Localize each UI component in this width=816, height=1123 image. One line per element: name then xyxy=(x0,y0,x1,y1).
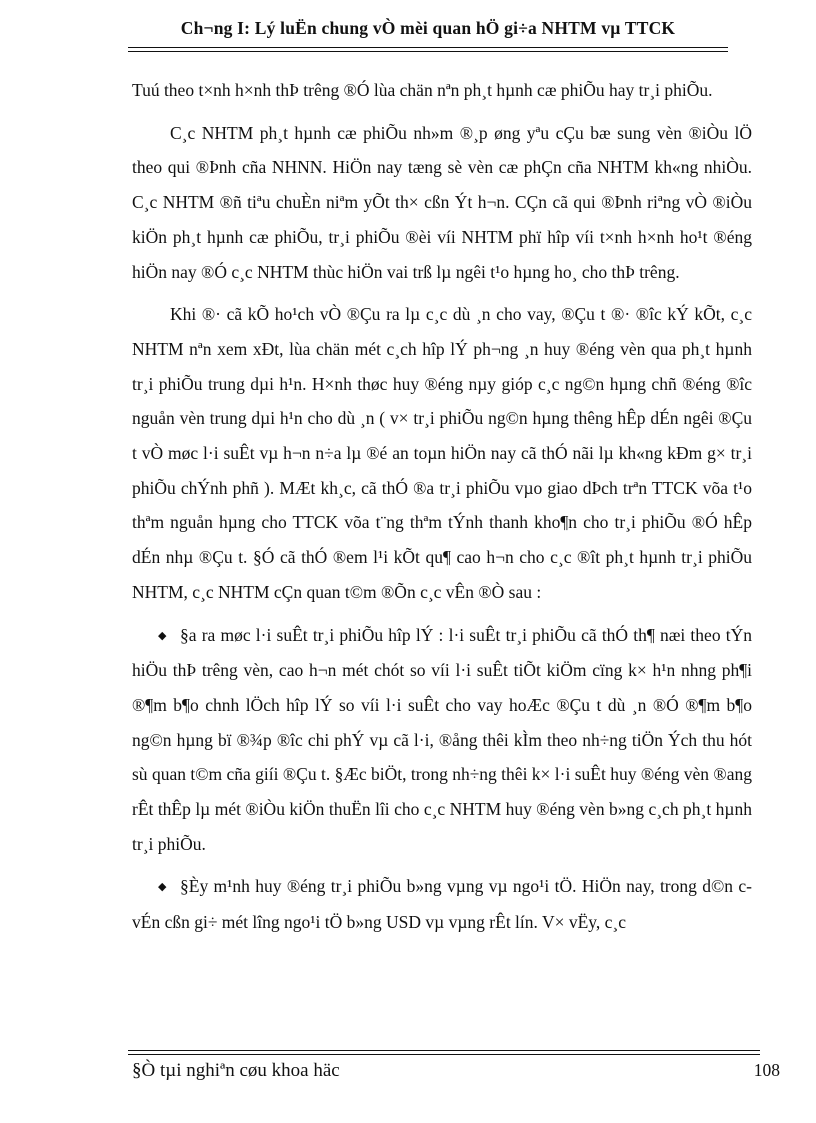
bullet-item-1-text: §a ra møc l·i suÊt tr¸i phiÕu hîp lÝ : l·i suÊt tr¸i phiÕu cã thÓ th¶ næi theo tÝn hiÖu thÞ trêng vèn, cao h¬n mét chót so víi l·i suÊt tiÕt kiÖm cïng k× h¹n nhng ph¶i ®¶m b¶o chnh lÖch hîp lÝ so víi l·i suÊt cho vay hoÆc ®Çu t dù ¸n ®Ó ®¶m b¶o ng©n hµng bï ®¾p ®îc chi phÝ vµ cã l·i, ®ång thêi kÌm theo nh÷ng tiÖn Ých thu hót sù quan t©m cña giíi ®Çu t. §Æc biÖt, trong nh÷ng thêi k× l·i suÊt huy ®éng vèn ®ang rÊt thÊp lµ mét ®iÒu kiÖn thuËn lîi cho c¸c NHTM huy ®éng vèn b»ng c¸ch ph¸t hµnh tr¸i phiÕu. xyxy=(132,624,752,854)
bullet-item-2 xyxy=(132,869,752,939)
bullet-item-1 xyxy=(132,618,752,862)
diamond-bullet-icon: ◆ xyxy=(158,629,167,642)
header-rule-thin xyxy=(128,51,728,52)
paragraph-1: Tuú theo t×nh h×nh thÞ trêng ®Ó lùa chän nªn ph¸t hµnh cæ phiÕu hay tr¸i phiÕu. xyxy=(132,80,713,100)
diamond-bullet-icon: ◆ xyxy=(158,881,167,894)
header-rule-thick xyxy=(128,47,728,48)
page-number: 108 xyxy=(753,1060,780,1080)
chapter-header: Ch¬ng I: Lý luËn chung vÒ mèi quan hÖ gi÷a NHTM vµ TTCK xyxy=(180,18,676,38)
body-text xyxy=(132,73,752,940)
footer-rule-thin xyxy=(128,1054,760,1055)
footer-rule-thick xyxy=(128,1050,760,1051)
paragraph-2: C¸c NHTM ph¸t hµnh cæ phiÕu nh»m ®¸p øng yªu cÇu bæ sung vèn ®iÒu lÖ theo qui ®Þnh cña NHNN. HiÖn nay tæng sè vèn cæ phÇn cña NHTM kh«ng nhiÒu. C¸c NHTM ®ñ tiªu chuÈn niªm yÕt th× cßn Ýt h¬n. CÇn cã qui ®Þnh riªng vÒ ®iÒu kiÖn ph¸t hµnh cæ phiÕu, tr¸i phiÕu ®èi víi NHTM phï hîp víi t×nh h×nh ho¹t ®éng hiÖn nay ®Ó c¸c NHTM thùc hiÖn vai trß lµ ngêi t¹o hµng ho¸ cho thÞ trêng. xyxy=(132,122,752,282)
footer-title: §Ò tµi nghiªn cøu khoa häc xyxy=(132,1060,340,1081)
paragraph-3: Khi ®· cã kÕ ho¹ch vÒ ®Çu ra lµ c¸c dù ¸n cho vay, ®Çu t ®· ®îc kÝ kÕt, c¸c NHTM nªn xem xÐt, lùa chän mét c¸ch hîp lÝ ph¬ng ¸n huy ®éng vèn qua ph¸t hµnh tr¸i phiÕu trung dµi h¹n. H×nh thøc huy ®éng nµy gióp c¸c ng©n hµng chñ ®éng ®îc nguån vèn trung dµi h¹n cho dù ¸n ( v× tr¸i phiÕu ng©n hµng thêng hÊp dÉn ngêi ®Çu t vÒ møc l·i suÊt vµ h¬n n÷a lµ ®é an toµn hiÖn nay cã thÓ nãi lµ kh«ng kÐm g× tr¸i phiÕu chÝnh phñ ). MÆt kh¸c, cã thÓ ®a tr¸i phiÕu vµo giao dÞch trªn TTCK võa t¹o thªm nguån hµng cho TTCK võa t¨ng thªm tÝnh thanh kho¶n cho tr¸i phiÕu ®Ó hÊp dÉn nhµ ®Çu t. §Ó cã thÓ ®em l¹i kÕt qu¶ cao h¬n cho c¸c ®ît ph¸t hµnh tr¸i phiÕu NHTM, c¸c NHTM cÇn quan t©m ®Õn c¸c vÊn ®Ò sau : xyxy=(132,304,752,602)
bullet-item-2-text: §Èy m¹nh huy ®éng tr¸i phiÕu b»ng vµng vµ ngo¹i tÖ. HiÖn nay, trong d©n c vÉn cßn gi÷ mét lîng ngo¹i tÖ b»ng USD vµ vµng rÊt lín. V× vËy, c¸c xyxy=(132,876,752,933)
